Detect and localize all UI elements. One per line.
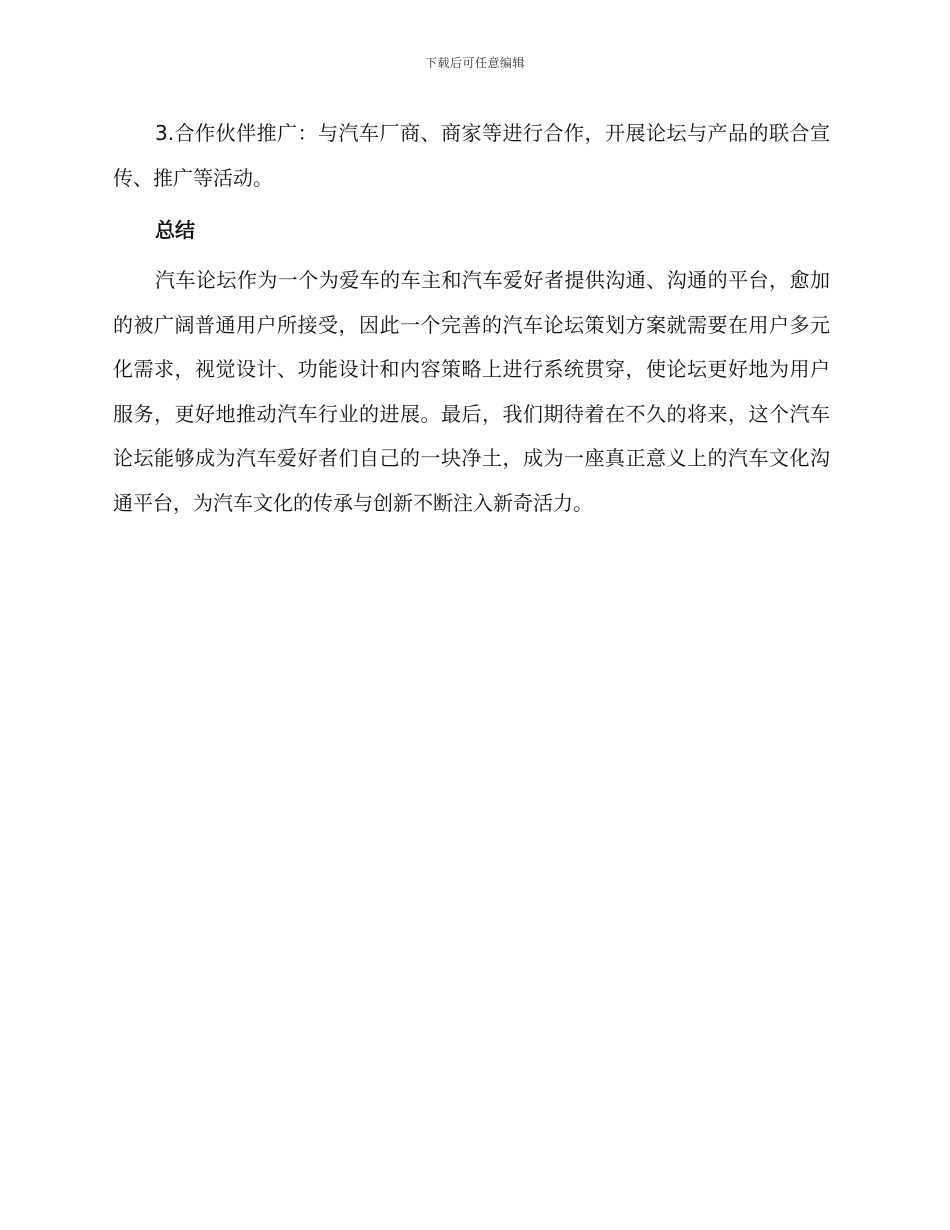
partner-promotion-paragraph: 3.合作伙伴推广：与汽车厂商、商家等进行合作，开展论坛与产品的联合宣传、推广等活动。 xyxy=(113,121,830,190)
page-header-note: 下载后可任意编辑 xyxy=(424,56,525,70)
summary-paragraph: 汽车论坛作为一个为爱车的车主和汽车爱好者提供沟通、沟通的平台，愈加的被广阔普通用户所接受，因此一个完善的汽车论坛策划方案就需要在用户多元化需求，视觉设计、功能设计和内容策略上进行系统贯穿，使论坛更好地为用户服务，更好地推动汽车行业的进展。最后，我们期待着在不久的将来，这个汽车论坛能够成为汽车爱好者们自己的一块净土，成为一座真正意义上的汽车文化沟通平台，为汽车文化的传承与创新不断注入新奇活力。 xyxy=(113,268,830,515)
document-body xyxy=(113,111,830,525)
summary-heading: 总结 xyxy=(155,218,195,242)
